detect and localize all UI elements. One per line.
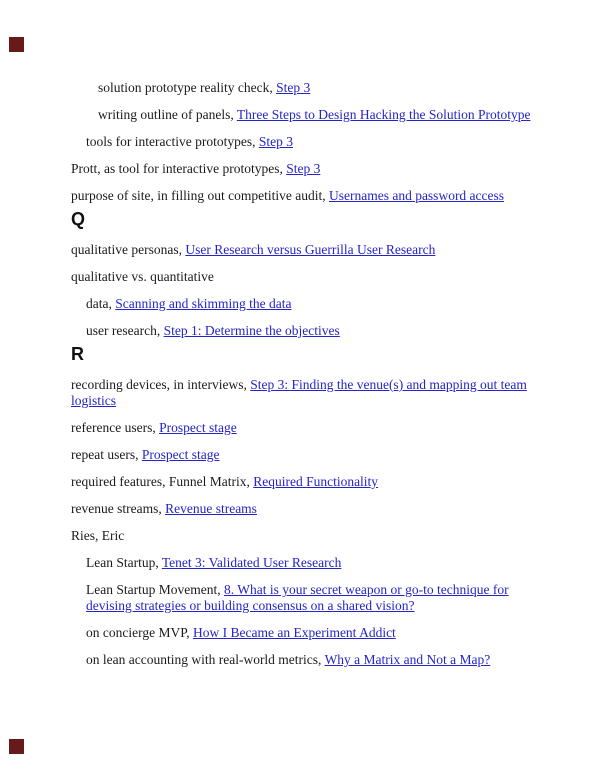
index-entry	[71, 528, 533, 544]
index-link[interactable]: How I Became an Experiment Addict	[193, 625, 396, 640]
index-entry-text: writing outline of panels,	[98, 107, 237, 122]
index-link[interactable]: Prospect stage	[141, 447, 220, 462]
index-entry-text: repeat users,	[71, 447, 142, 462]
index-link[interactable]: Three Steps to Design Hacking the Solution Prototype	[236, 107, 531, 122]
index-entry-text: revenue streams,	[71, 501, 166, 516]
index-link[interactable]: Why a Matrix and Not a Map?	[324, 652, 491, 667]
index-link[interactable]: Step 1: Determine the objectives	[163, 323, 340, 338]
section-heading-r: R	[71, 344, 84, 364]
index-entry	[71, 296, 533, 312]
index-entry	[71, 420, 533, 436]
index-entry-text: recording devices, in interviews,	[71, 377, 251, 392]
index-entry	[71, 377, 533, 409]
index-entry	[71, 242, 533, 258]
index-entry	[71, 474, 533, 490]
index-link[interactable]: Step 3	[286, 161, 321, 176]
index-link[interactable]: Revenue streams	[165, 501, 257, 516]
index-content	[71, 80, 533, 679]
index-entry	[71, 582, 533, 614]
index-link[interactable]: Step 3: Finding the venue(s) and mapping out team logistics	[71, 377, 527, 408]
index-link[interactable]: Prospect stage	[159, 420, 237, 435]
index-entry	[71, 323, 533, 339]
index-entry-text: tools for interactive prototypes,	[86, 134, 259, 149]
index-link[interactable]: Step 3	[258, 134, 293, 149]
index-link[interactable]: Tenet 3: Validated User Research	[161, 555, 342, 570]
index-entry	[71, 501, 533, 517]
section-heading-q: Q	[71, 209, 86, 229]
index-link[interactable]: Scanning and skimming the data	[115, 296, 292, 311]
index-entry	[71, 447, 533, 463]
index-entry-text: on lean accounting with real-world metrics,	[86, 652, 325, 667]
page-corner-marker-top	[9, 37, 24, 52]
index-entry-text: purpose of site, in filling out competitive audit,	[71, 188, 329, 203]
index-entry-text: data,	[86, 296, 116, 311]
index-entry	[71, 188, 533, 204]
index-link[interactable]: Usernames and password access	[328, 188, 505, 203]
index-entry	[71, 80, 533, 96]
index-entry-text: qualitative personas,	[71, 242, 186, 257]
index-entry	[71, 269, 533, 285]
page-corner-marker-bottom	[9, 739, 24, 754]
index-entry	[71, 625, 533, 641]
index-entry-text: Lean Startup,	[86, 555, 162, 570]
index-entry-text: solution prototype reality check,	[98, 80, 277, 95]
index-entry	[71, 161, 533, 177]
index-link[interactable]: 8. What is your secret weapon or go-to technique for devising strategies or building consensus on a shared vision?	[86, 582, 509, 613]
index-entry-text: reference users,	[71, 420, 160, 435]
index-entry	[71, 555, 533, 571]
index-entry-text: on concierge MVP,	[86, 625, 193, 640]
index-entry	[71, 134, 533, 150]
index-entry-text: required features, Funnel Matrix,	[71, 474, 254, 489]
index-entry	[71, 652, 533, 668]
index-entry-text: Lean Startup Movement,	[86, 582, 224, 597]
index-entry-text: qualitative vs. quantitative	[71, 269, 214, 284]
index-entry-text: Ries, Eric	[71, 528, 125, 543]
index-entry-text: Prott, as tool for interactive prototypes,	[71, 161, 287, 176]
index-entry	[71, 107, 533, 123]
index-link[interactable]: Required Functionality	[253, 474, 379, 489]
index-entry-text: user research,	[86, 323, 164, 338]
index-link[interactable]: Step 3	[276, 80, 311, 95]
index-link[interactable]: User Research versus Guerrilla User Research	[185, 242, 436, 257]
